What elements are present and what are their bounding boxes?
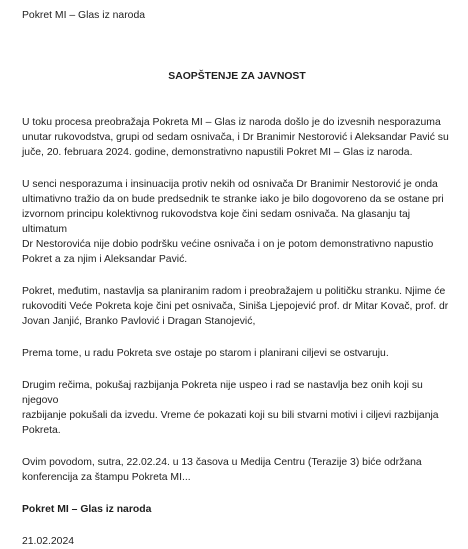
paragraph-line: Pokreta. [22, 425, 61, 436]
document-signature: Pokret MI – Glas iz naroda [22, 504, 152, 515]
paragraph-line: juče, 20. februara 2024. godine, demonstrativno napustili Pokret MI – Glas iz naroda. [22, 147, 413, 158]
document-title: SAOPŠTENJE ZA JAVNOST [168, 71, 306, 82]
paragraph-1 [22, 115, 452, 160]
paragraph-line: U toku procesa preobražaja Pokreta MI – Glas iz naroda došlo je do izvesnih nesporazuma [22, 117, 441, 128]
paragraph-line: ultimativno tražio da on bude predsednik te stranke iako je bilo dogovoreno da se ostane pri [22, 194, 444, 205]
paragraph-line: razbijanje pokušali da izvedu. Vreme će pokazati koji su bili stvarni motivi i ciljevi razbijanja [22, 410, 439, 421]
paragraph-4 [22, 346, 452, 361]
paragraph-5 [22, 378, 452, 438]
paragraph-6 [22, 455, 452, 485]
document-body [22, 115, 452, 549]
paragraph-line: Ovim povodom, sutra, 22.02.24. u 13 časova u Medija Centru (Terazije 3) biće održana [22, 457, 422, 468]
paragraph-line: konferencija za štampu Pokreta MI... [22, 472, 191, 483]
document-header: Pokret MI – Glas iz naroda [22, 10, 146, 21]
paragraph-line: rukovoditi Veće Pokreta koje čini pet osnivača, Siniša Ljepojević prof. dr Mitar Kovač, prof. dr [22, 301, 449, 312]
paragraph-line: Dr Nestorovića nije dobio podršku većine osnivača i on je potom demonstrativno napustio [22, 239, 434, 250]
paragraph-line: U senci nesporazuma i insinuacija protiv nekih od osnivača Dr Branimir Nestorović je onda [22, 179, 438, 190]
paragraph-line: Pokret a za njim i Aleksandar Pavić. [22, 254, 188, 265]
paragraph-line: Pokret, međutim, nastavlja sa planiranim radom i preobražajem u političku stranku. Njime će [22, 286, 446, 297]
paragraph-line: Prema tome, u radu Pokreta sve ostaje po starom i planirani ciljevi se ostvaruju. [22, 348, 389, 359]
paragraph-line: Jovan Janjić, Branko Pavlović i Dragan Stanojević, [22, 316, 256, 327]
paragraph-line: unutar rukovodstva, grupi od sedam osnivača, i Dr Branimir Nestorović i Aleksandar Pavić su [22, 132, 449, 143]
document-date: 21.02.2024 [22, 536, 75, 547]
paragraph-3 [22, 284, 452, 329]
paragraph-2 [22, 177, 452, 267]
paragraph-line: Drugim rečima, pokušaj razbijanja Pokreta nije uspeo i rad se nastavlja bez onih koji su njegovo [22, 380, 423, 406]
document-page [22, 8, 452, 547]
paragraph-line: izvornom principu kolektivnog rukovodstva koje čini sedam osnivača. Na glasanju taj ultimatum [22, 209, 411, 235]
